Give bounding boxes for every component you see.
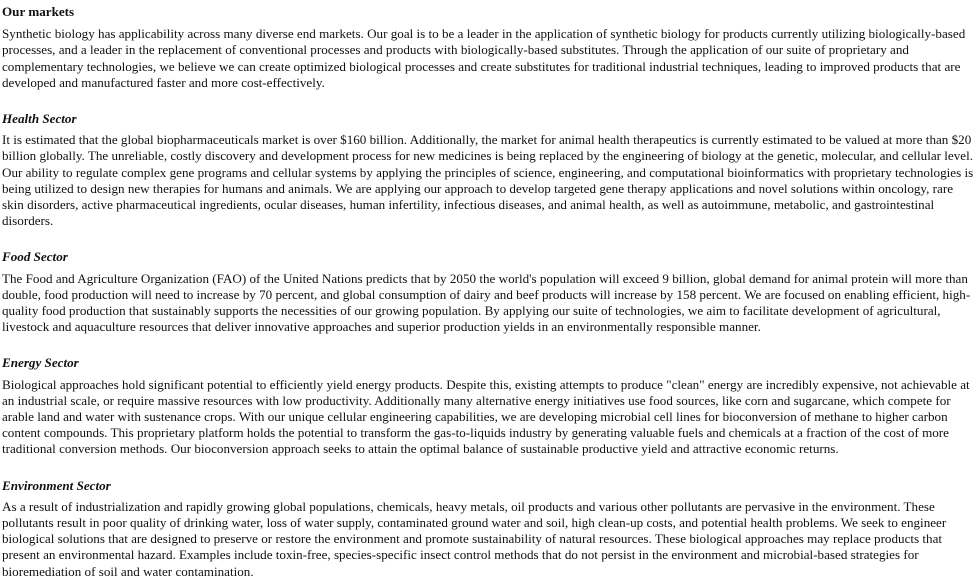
section-body-environment: As a result of industrialization and rapidly growing global populations, chemicals, heavy metals, oil products and various other pollutants are pervasive in the environment. These pollutants result in poor quality of drinking water, loss of water supply, contaminated ground water and soil, high clean-up costs, and potential health problems. We seek to engineer biological solutions that are designed to preserve or restore the environment and promote sustainability of natural resources. These biological approaches may replace products that present an environmental hazard. Examples include toxin-free, species-specific insect control methods that do not persist in the environment and microbial-based strategies for bioremediation of soil and water contamination.: [2, 498, 947, 579]
section-energy: [2, 355, 974, 457]
section-title-energy: Energy Sector: [2, 355, 79, 371]
section-title-food: Food Sector: [2, 249, 68, 265]
section-body-food: The Food and Agriculture Organization (FAO) of the United Nations predicts that by 2050 the world's population will exceed 9 billion, global demand for animal protein will more than double, food production will need to increase by 70 percent, and global consumption of dairy and beef products will increase by 158 percent. We are focused on enabling efficient, high-quality food production that sustainably supports the necessities of our growing population. By applying our suite of technologies, we aim to facilitate development of agricultural, livestock and aquaculture resources that deliver innovative approaches and superior production yields in an environmentally responsible manner.: [2, 270, 971, 335]
section-title-health: Health Sector: [2, 111, 77, 127]
section-body-energy: Biological approaches hold significant potential to efficiently yield energy products. Despite this, existing attempts to produce "clean" energy are incredibly expensive, not achievable at an industrial scale, or require massive resources with low productivity. Additionally many alternative energy initiatives use food sources, like corn and sugarcane, which compete for arable land and water with sustenance crops. With our unique cellular engineering capabilities, we are developing microbial cell lines for bioconversion of methane to higher carbon content compounds. This proprietary platform holds the potential to transform the gas-to-liquids industry by generating valuable fuels and chemicals at a fraction of the cost of more traditional conversion methods. Our bioconversion approach seeks to attain the optimal balance of sustainable productive yield and attractive economic returns.: [2, 376, 970, 457]
section-title-environment: Environment Sector: [2, 477, 111, 493]
intro-paragraph: Synthetic biology has applicability across many diverse end markets. Our goal is to be a leader in the application of synthetic biology for products currently utilizing biologically-based processes, and a leader in the replacement of conventional processes and products with biologically-based substitutes. Through the application of our suite of proprietary and complementary technologies, we believe we can create optimized biological processes and create substitutes for traditional industrial techniques, leading to improved products that are developed and manufactured faster and more cost-effectively.: [2, 26, 966, 90]
page-title: Our markets: [2, 4, 75, 19]
section-food: [2, 249, 974, 335]
section-environment: [2, 478, 974, 580]
section-body-health: It is estimated that the global biopharmaceuticals market is over $160 billion. Additionally, the market for animal health therapeutics is currently estimated to be valued at more than $20 billion globally. The unreliable, costly discovery and development process for new medicines is being replaced by the engineering of biology at the genetic, molecular, and cellular level. Our ability to regulate complex gene programs and cellular systems by applying the principles of science, engineering, and computational bioinformatics with proprietary technologies is being utilized to design new therapies for humans and animals. We are applying our approach to develop targeted gene therapy applications and novel solutions within oncology, rare skin disorders, active pharmaceutical ingredients, ocular diseases, human infertility, infectious diseases, and animal health, as well as autoimmune, metabolic, and gastrointestinal disorders.: [2, 132, 974, 229]
section-health: [2, 111, 974, 229]
